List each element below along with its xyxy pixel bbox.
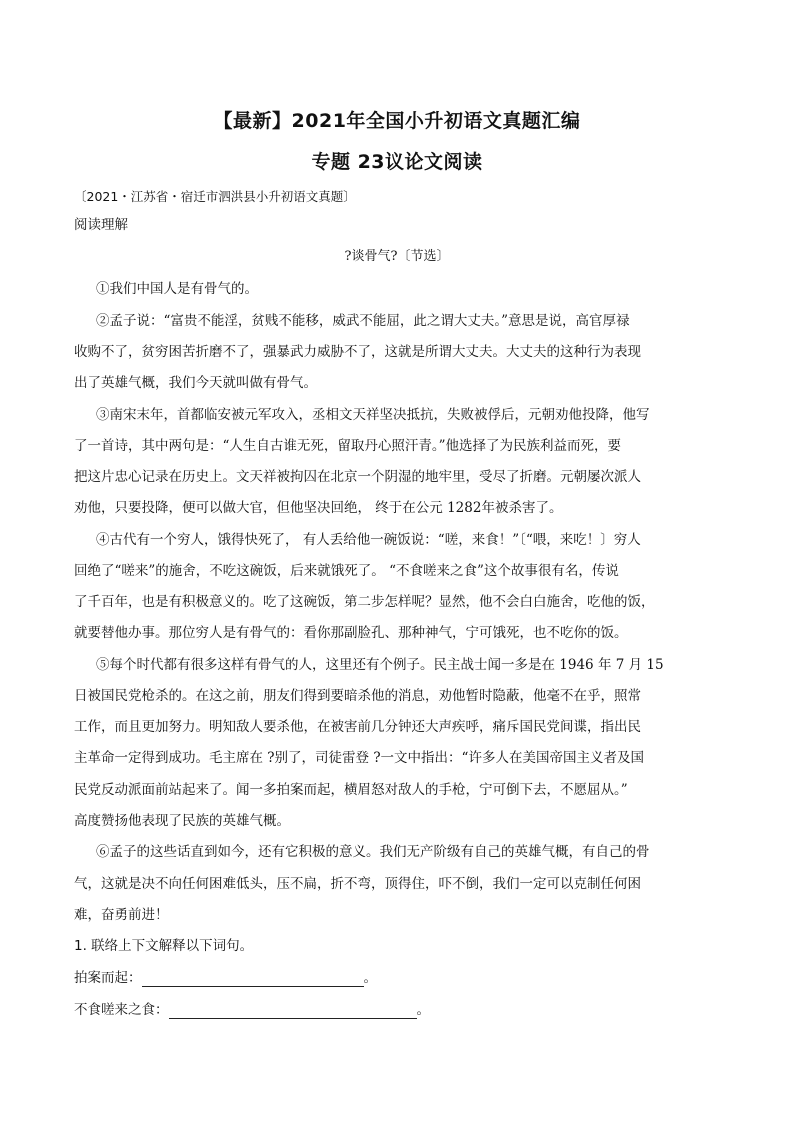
- article-line: 收购不了，贫穷困苦折磨不了，强暴武力威胁不了，这就是所谓大丈夫。大丈夫的这种行为表现: [74, 344, 641, 360]
- section-heading: 阅读理解: [74, 217, 128, 233]
- article-line: ⑤每个时代都有很多这样有骨气的人，这里还有个例子。民主战士闻一多是在 1946 年 7 月 15: [96, 657, 664, 673]
- answer-end: 。: [416, 1002, 430, 1018]
- article-line: 民党反动派面前站起来了。闻一多拍案而起，横眉怒对敌人的手枪，宁可倒下去，不愿屈从。”: [74, 782, 628, 798]
- article-line: 主革命一定得到成功。毛主席在 ?别了，司徒雷登 ?一文中指出：“许多人在美国帝国主义者及国: [74, 750, 644, 766]
- answer-label: 不食嗟来之食：: [74, 1002, 169, 1018]
- document-subtitle: 专题 23议论文阅读: [311, 151, 483, 173]
- answer-blank[interactable]: [142, 972, 364, 987]
- article-line: 了千百年，也是有积极意义的。吃了这碗饭，第二步怎样呢？显然，他不会白白施舍，吃他的饭，: [74, 594, 655, 610]
- article-line: 日被国民党枪杀的。在这之前，朋友们得到要暗杀他的消息，劝他暂时隐蔽，他毫不在乎，照常: [74, 688, 641, 704]
- article-line: 高度赞扬他表现了民族的英雄气概。: [74, 813, 290, 829]
- article-line: 难，奋勇前进！: [74, 907, 169, 923]
- answer-item: [74, 969, 377, 987]
- article-line: 出了英雄气概，我们今天就叫做有骨气。: [74, 375, 317, 391]
- answer-item: [74, 1001, 430, 1019]
- article-line: 劝他，只要投降，便可以做大官，但他坚决回绝， 终于在公元 1282年被杀害了。: [74, 500, 563, 516]
- article-line: ⑥孟子的这些话直到如今，还有它积极的意义。我们无产阶级有自己的英雄气概，有自己的骨: [96, 844, 650, 860]
- question-prompt: 1. 联络上下文解释以下词句。: [74, 938, 254, 954]
- article-line: ③南宋末年，首都临安被元军攻入，丞相文天祥坚决抵抗，失败被俘后，元朝劝他投降，他写: [96, 407, 650, 423]
- answer-end: 。: [363, 970, 377, 986]
- article-title: ?谈骨气?〔节选〕: [344, 249, 450, 264]
- article-line: 气，这就是决不向任何困难低头，压不扁，折不弯，顶得住，吓不倒，我们一定可以克制任何困: [74, 876, 641, 892]
- article-line: 工作，而且更加努力。明知敌人要杀他，在被害前几分钟还大声疾呼，痛斥国民党间谍，指出民: [74, 719, 641, 735]
- article-line: 把这片忠心记录在历史上。文天祥被拘囚在北京一个阴湿的地牢里，受尽了折磨。元朝屡次派人: [74, 469, 641, 485]
- article-line: 就要替他办事。那位穷人是有骨气的：看你那副脸孔、那种神气，宁可饿死，也不吃你的饭。: [74, 625, 628, 641]
- article-line: 了一首诗，其中两句是：“人生自古谁无死，留取丹心照汗青。”他选择了为民族利益而死，要: [74, 438, 622, 454]
- answer-blank[interactable]: [169, 1004, 417, 1019]
- article-line: 回绝了“嗟来”的施舍，不吃这碗饭，后来就饿死了。 “不食嗟来之食”这个故事很有名，传说: [74, 563, 619, 579]
- answer-label: 拍案而起：: [74, 970, 142, 986]
- article-line: ①我们中国人是有骨气的。: [96, 281, 258, 297]
- question-source: 〔2021・江苏省・宿迁市泗洪县小升初语文真题〕: [74, 189, 356, 204]
- article-line: ④古代有一个穷人，饿得快死了， 有人丢给他一碗饭说：“嗟，来食！”〔“喂，来吃！〕穷人: [96, 532, 641, 548]
- document-title: 【最新】2021年全国小升初语文真题汇编: [213, 110, 581, 132]
- article-line: ②孟子说：“富贵不能淫，贫贱不能移，威武不能屈，此之谓大丈夫。”意思是说，高官厚禄: [96, 313, 630, 329]
